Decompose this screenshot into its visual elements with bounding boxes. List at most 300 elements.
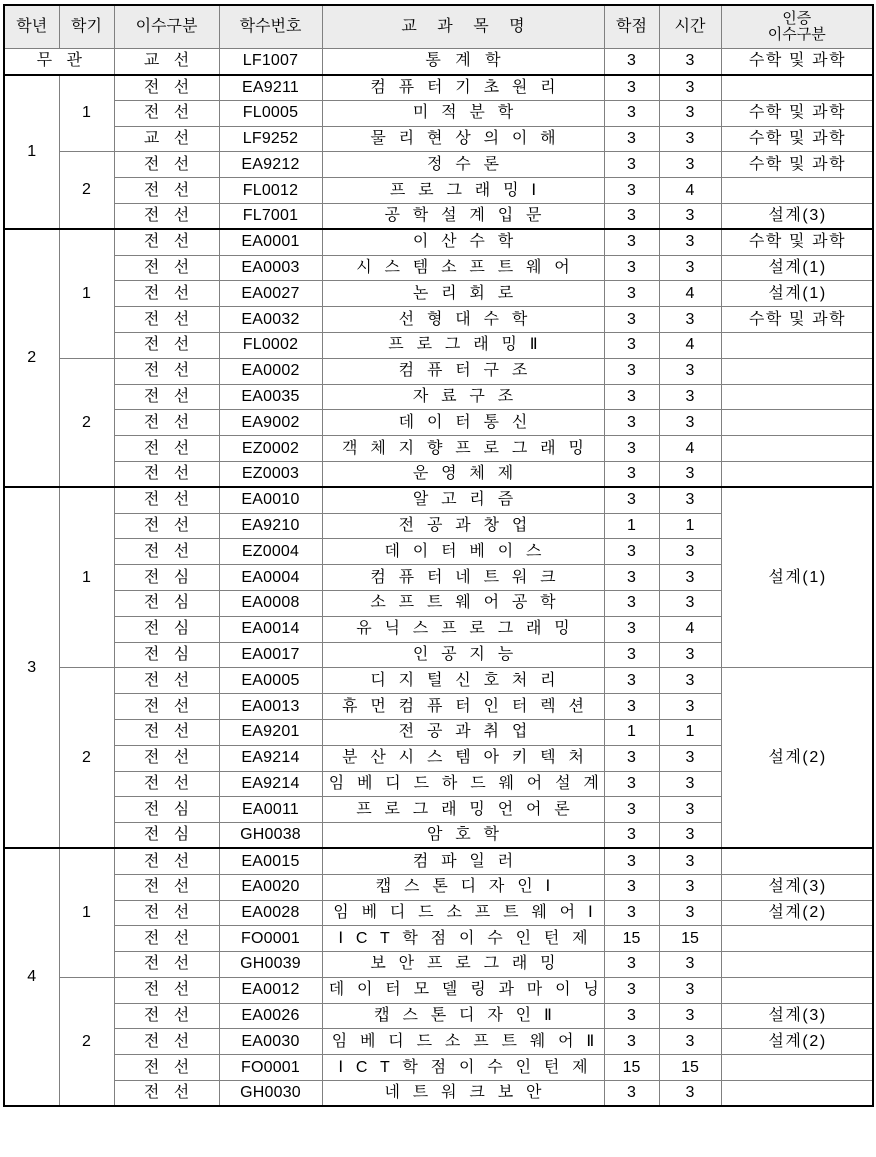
cell-course-type-text: 전 선	[143, 878, 195, 896]
table-row	[4, 100, 873, 126]
header-row	[4, 5, 873, 49]
cell-certification-free	[721, 49, 873, 75]
table-row	[4, 75, 873, 101]
cell-course-type	[114, 126, 219, 152]
cell-course-name-text: 캡 스 톤 디 자 인 Ⅰ	[375, 878, 555, 896]
cell-course-type-text: 전 심	[143, 800, 195, 818]
cell-credits: 3	[604, 410, 659, 436]
cell-credits: 3	[604, 75, 659, 101]
cell-course-type-text: 전 선	[143, 852, 195, 870]
cell-course-type	[114, 203, 219, 229]
cell-course-code: EA0032	[219, 307, 322, 333]
cell-course-name	[322, 823, 604, 849]
cell-course-code: EA0035	[219, 384, 322, 410]
cell-course-code: FL0005	[219, 100, 322, 126]
cert-header-line2: 이수구분	[767, 26, 826, 43]
cell-course-name-text: 유 닉 스 프 로 그 래 밍	[356, 620, 574, 638]
cell-hours: 3	[659, 668, 721, 694]
cell-course-name	[322, 874, 604, 900]
cell-certification	[721, 178, 873, 204]
cell-credits: 3	[604, 977, 659, 1003]
cell-course-name-text: 운 영 체 제	[412, 465, 518, 483]
cell-course-type-free	[114, 49, 219, 75]
table-row-free	[4, 49, 873, 75]
cell-course-name	[322, 848, 604, 874]
cell-course-type	[114, 926, 219, 952]
column-header-semester: 학기	[59, 5, 114, 49]
table-row	[4, 900, 873, 926]
cell-hours: 3	[659, 358, 721, 384]
cell-year: 2	[4, 229, 59, 487]
cell-course-name	[322, 152, 604, 178]
cell-course-type	[114, 332, 219, 358]
cell-semester: 2	[59, 358, 114, 487]
cell-certification	[721, 848, 873, 874]
cell-certification	[721, 358, 873, 384]
cell-course-name-text: 임 베 디 드 하 드 웨 어 설 계	[328, 774, 604, 792]
cell-course-name-text: 데 이 터 모 델 링 과 마 이 닝	[328, 981, 604, 999]
cell-credits: 3	[604, 1029, 659, 1055]
cell-course-type	[114, 1081, 219, 1107]
cell-course-type-text: 전 선	[143, 491, 195, 509]
cell-course-name-text: 이 산 수 학	[412, 233, 518, 251]
cell-course-name	[322, 178, 604, 204]
cell-certification	[721, 926, 873, 952]
cell-certification-text: 설계(2)	[768, 903, 827, 921]
cell-course-name-text: 전 공 과 취 업	[398, 723, 532, 741]
cell-course-type-text: 전 선	[143, 284, 195, 302]
cell-credits: 3	[604, 307, 659, 333]
cell-hours: 15	[659, 926, 721, 952]
cell-certification	[721, 1003, 873, 1029]
cell-credits: 3	[604, 848, 659, 874]
cell-hours: 3	[659, 590, 721, 616]
cell-hours: 15	[659, 1055, 721, 1081]
cell-certification	[721, 1081, 873, 1107]
cell-hours: 4	[659, 281, 721, 307]
cell-certification	[721, 152, 873, 178]
cell-credits: 3	[604, 152, 659, 178]
cell-course-type-text: 전 선	[143, 439, 195, 457]
cell-hours: 1	[659, 719, 721, 745]
cell-course-name-text: 프 로 그 래 밍 Ⅱ	[388, 336, 542, 354]
column-header-credits: 학점	[604, 5, 659, 49]
cell-course-type-text: 전 선	[143, 233, 195, 251]
table-row	[4, 436, 873, 462]
cell-course-type-text: 전 선	[143, 981, 195, 999]
cell-hours: 3	[659, 539, 721, 565]
table-row	[4, 358, 873, 384]
cell-course-type-text: 전 심	[143, 645, 195, 663]
cell-credits: 1	[604, 719, 659, 745]
table-row	[4, 952, 873, 978]
cell-course-code: EA0020	[219, 874, 322, 900]
cell-course-name	[322, 410, 604, 436]
cell-credits: 3	[604, 358, 659, 384]
cell-hours: 3	[659, 255, 721, 281]
table-row	[4, 152, 873, 178]
cell-course-type-text: 전 선	[143, 903, 195, 921]
cell-credits: 15	[604, 1055, 659, 1081]
cell-hours: 3	[659, 384, 721, 410]
cell-course-code: LF9252	[219, 126, 322, 152]
cell-certification-text: 설계(3)	[768, 1007, 827, 1025]
cell-hours: 4	[659, 178, 721, 204]
table-row	[4, 203, 873, 229]
cell-course-code: FL7001	[219, 203, 322, 229]
cell-course-type	[114, 1003, 219, 1029]
cell-certification	[721, 668, 873, 849]
cell-credits: 3	[604, 539, 659, 565]
cell-hours: 3	[659, 1081, 721, 1107]
cell-certification	[721, 384, 873, 410]
cell-course-name	[322, 1081, 604, 1107]
table-row	[4, 1081, 873, 1107]
cell-course-name	[322, 771, 604, 797]
cell-course-name	[322, 565, 604, 591]
cell-credits: 3	[604, 1081, 659, 1107]
cell-hours: 3	[659, 797, 721, 823]
cell-course-type-text: 전 선	[143, 929, 195, 947]
cell-course-code: EA0014	[219, 616, 322, 642]
table-row	[4, 384, 873, 410]
cell-certification-free-text: 수학 및 과학	[748, 52, 847, 70]
cell-certification	[721, 126, 873, 152]
cell-course-code: EA9212	[219, 152, 322, 178]
cell-course-name-text: 컴 퓨 터 구 조	[398, 362, 532, 380]
cell-hours: 3	[659, 100, 721, 126]
cell-certification	[721, 75, 873, 101]
cell-course-code: EA0026	[219, 1003, 322, 1029]
table-row	[4, 178, 873, 204]
cell-certification-text: 수학 및 과학	[748, 129, 847, 147]
column-header-course-type: 이수구분	[114, 5, 219, 49]
cell-certification	[721, 900, 873, 926]
cell-credits: 15	[604, 926, 659, 952]
cell-course-name	[322, 307, 604, 333]
cell-course-name	[322, 487, 604, 513]
cell-course-type	[114, 565, 219, 591]
cell-credits: 3	[604, 694, 659, 720]
cell-course-type	[114, 900, 219, 926]
cell-course-type-text: 전 선	[143, 387, 195, 405]
cell-hours: 3	[659, 745, 721, 771]
cell-hours: 1	[659, 513, 721, 539]
cell-course-name-text: 프 로 그 래 밍 Ⅰ	[389, 181, 541, 199]
cell-certification-text: 수학 및 과학	[748, 104, 847, 122]
cell-course-code: EA9201	[219, 719, 322, 745]
cell-semester: 2	[59, 668, 114, 849]
cell-hours: 3	[659, 823, 721, 849]
cell-credits: 3	[604, 874, 659, 900]
cell-course-name-text: Ⅰ C T 학 점 이 수 인 턴 제	[338, 1058, 592, 1076]
cell-course-type-text: 전 선	[143, 104, 195, 122]
cell-hours: 4	[659, 436, 721, 462]
table-header	[4, 5, 873, 49]
cell-course-type	[114, 823, 219, 849]
cell-course-code: EA0005	[219, 668, 322, 694]
cell-course-name-text: 보 안 프 로 그 래 밍	[370, 955, 560, 973]
cell-certification	[721, 203, 873, 229]
cell-course-name	[322, 1003, 604, 1029]
cell-course-code: EA0015	[219, 848, 322, 874]
cell-course-name	[322, 900, 604, 926]
cell-hours: 3	[659, 75, 721, 101]
cell-course-code: GH0030	[219, 1081, 322, 1107]
cell-course-type	[114, 668, 219, 694]
cell-credits: 3	[604, 565, 659, 591]
cell-credits: 3	[604, 900, 659, 926]
table-row	[4, 848, 873, 874]
cell-course-code: EA0030	[219, 1029, 322, 1055]
cell-hours: 3	[659, 694, 721, 720]
cell-course-type	[114, 358, 219, 384]
cell-course-type-text: 전 선	[143, 1058, 195, 1076]
cell-credits-free: 3	[604, 49, 659, 75]
cell-course-type-text: 전 선	[143, 671, 195, 689]
cell-credits: 3	[604, 126, 659, 152]
cell-course-type-text: 전 선	[143, 955, 195, 973]
cell-course-type-text: 전 선	[143, 207, 195, 225]
cell-course-name	[322, 1055, 604, 1081]
table-row	[4, 126, 873, 152]
cell-semester: 2	[59, 977, 114, 1106]
cell-course-type-text: 전 선	[143, 465, 195, 483]
cell-hours: 3	[659, 203, 721, 229]
table-row	[4, 332, 873, 358]
cell-course-name	[322, 513, 604, 539]
cell-course-name-text: 휴 먼 컴 퓨 터 인 터 렉 션	[342, 697, 589, 715]
cell-hours: 3	[659, 1029, 721, 1055]
cell-credits: 3	[604, 771, 659, 797]
table-row	[4, 461, 873, 487]
cell-course-name	[322, 1029, 604, 1055]
cell-course-name	[322, 229, 604, 255]
cell-certification-text: 설계(2)	[768, 748, 827, 766]
cell-course-type	[114, 952, 219, 978]
cell-course-type-text: 전 선	[143, 78, 195, 96]
cell-course-name-text: 디 지 털 신 호 처 리	[370, 671, 560, 689]
cell-course-code: GH0039	[219, 952, 322, 978]
cell-hours: 4	[659, 332, 721, 358]
cell-course-type-text: 전 선	[143, 1084, 195, 1102]
cell-course-name-text: 공 학 설 계 입 문	[384, 207, 546, 225]
cell-credits: 3	[604, 642, 659, 668]
cell-course-type-text: 전 선	[143, 336, 195, 354]
cell-certification	[721, 332, 873, 358]
cell-course-name	[322, 539, 604, 565]
cell-course-code: EA0003	[219, 255, 322, 281]
cell-course-name	[322, 642, 604, 668]
cell-course-type-text: 전 선	[143, 310, 195, 328]
cell-course-code: EZ0002	[219, 436, 322, 462]
cell-course-name	[322, 719, 604, 745]
cell-course-type	[114, 1029, 219, 1055]
cell-hours: 3	[659, 152, 721, 178]
cell-course-type-text: 전 선	[143, 542, 195, 560]
cell-hours: 3	[659, 461, 721, 487]
cell-course-name-text: 데 이 터 베 이 스	[384, 542, 546, 560]
cell-course-type-text: 전 선	[143, 516, 195, 534]
cell-course-name-text: 정 수 론	[426, 155, 504, 173]
cell-course-name-text: 임 베 디 드 소 프 트 웨 어 Ⅱ	[331, 1032, 599, 1050]
cell-course-name	[322, 126, 604, 152]
cell-course-name	[322, 797, 604, 823]
cell-course-name-text: 분 산 시 스 템 아 키 텍 처	[342, 749, 589, 767]
cell-course-type-text: 교 선	[143, 129, 195, 147]
cell-course-code: EA9214	[219, 745, 322, 771]
cell-hours: 3	[659, 126, 721, 152]
cell-course-name	[322, 100, 604, 126]
cell-hours: 4	[659, 616, 721, 642]
cell-course-type-text: 전 선	[143, 258, 195, 276]
cell-certification-text: 설계(3)	[768, 207, 827, 225]
cell-course-code: EA0012	[219, 977, 322, 1003]
cell-hours: 3	[659, 307, 721, 333]
cell-course-name-text: 컴 퓨 터 네 트 워 크	[370, 568, 560, 586]
cell-credits: 3	[604, 616, 659, 642]
cell-course-code: EZ0003	[219, 461, 322, 487]
cell-course-type-text: 전 선	[143, 362, 195, 380]
cell-certification	[721, 874, 873, 900]
cell-course-name-text: 물 리 현 상 의 이 해	[370, 129, 560, 147]
cell-semester: 1	[59, 487, 114, 668]
cell-certification	[721, 1029, 873, 1055]
cell-course-type	[114, 461, 219, 487]
cell-course-name	[322, 926, 604, 952]
cell-certification-text: 설계(1)	[768, 258, 827, 276]
cell-course-name-free-text: 통 계 학	[425, 52, 506, 70]
cell-hours: 3	[659, 848, 721, 874]
cell-course-type	[114, 513, 219, 539]
cell-course-type-text: 전 선	[143, 1007, 195, 1025]
cell-course-name-text: 컴 퓨 터 기 초 원 리	[370, 78, 560, 96]
cell-course-type	[114, 1055, 219, 1081]
cell-certification	[721, 461, 873, 487]
cell-course-name-text: 네 트 워 크 보 안	[384, 1084, 546, 1102]
cell-course-name	[322, 668, 604, 694]
cell-course-name-text: Ⅰ C T 학 점 이 수 인 턴 제	[338, 929, 592, 947]
cell-course-type-text: 전 심	[143, 568, 195, 586]
cert-header-line1: 인증	[782, 9, 812, 27]
cell-course-name-text: 전 공 과 창 업	[398, 516, 532, 534]
cell-semester: 1	[59, 229, 114, 358]
cell-credits: 3	[604, 952, 659, 978]
cell-certification	[721, 436, 873, 462]
cell-certification	[721, 487, 873, 668]
table-row	[4, 255, 873, 281]
cell-course-type	[114, 100, 219, 126]
cell-credits: 3	[604, 203, 659, 229]
cell-course-code: EA9214	[219, 771, 322, 797]
cell-credits: 3	[604, 823, 659, 849]
cell-certification	[721, 255, 873, 281]
curriculum-table	[3, 4, 874, 1107]
cell-course-name-text: 소 프 트 웨 어 공 학	[370, 594, 560, 612]
table-row	[4, 1003, 873, 1029]
cell-course-code: EA0013	[219, 694, 322, 720]
cell-certification	[721, 952, 873, 978]
cell-credits: 3	[604, 461, 659, 487]
table-row	[4, 410, 873, 436]
cell-hours: 3	[659, 874, 721, 900]
cell-course-name-text: 미 적 분 학	[412, 104, 518, 122]
cell-course-type	[114, 719, 219, 745]
cell-course-code: EA0017	[219, 642, 322, 668]
cell-year: 1	[4, 75, 59, 230]
cell-course-type-text: 전 선	[143, 774, 195, 792]
cell-course-type-text: 전 선	[143, 723, 195, 741]
cell-course-type	[114, 229, 219, 255]
cell-hours: 3	[659, 487, 721, 513]
cell-course-code: EA0002	[219, 358, 322, 384]
cell-certification	[721, 977, 873, 1003]
cell-course-type	[114, 178, 219, 204]
cell-course-type	[114, 848, 219, 874]
cell-course-type-text: 전 선	[143, 749, 195, 767]
cell-hours: 3	[659, 410, 721, 436]
cell-credits: 3	[604, 1003, 659, 1029]
cell-course-name	[322, 461, 604, 487]
cell-course-type	[114, 874, 219, 900]
cell-course-name	[322, 281, 604, 307]
cell-year: 3	[4, 487, 59, 848]
cell-course-type	[114, 75, 219, 101]
column-header-course-code: 학수번호	[219, 5, 322, 49]
cell-course-name-text: 시 스 템 소 프 트 웨 어	[356, 258, 574, 276]
cell-course-name	[322, 590, 604, 616]
cell-course-name	[322, 694, 604, 720]
cell-credits: 1	[604, 513, 659, 539]
cell-certification-text: 설계(2)	[768, 1032, 827, 1050]
cell-certification-text: 설계(1)	[768, 568, 827, 586]
cell-course-name-text: 임 베 디 드 소 프 트 웨 어 Ⅰ	[333, 903, 597, 921]
cell-course-type	[114, 694, 219, 720]
cell-course-name	[322, 203, 604, 229]
cell-certification	[721, 229, 873, 255]
cell-course-name	[322, 358, 604, 384]
cell-course-type	[114, 152, 219, 178]
cell-course-name-text: 자 료 구 조	[412, 387, 518, 405]
cell-course-code: EA0004	[219, 565, 322, 591]
cell-semester: 2	[59, 152, 114, 229]
cell-year-semester-free-text: 무 관	[36, 52, 87, 70]
cell-certification	[721, 410, 873, 436]
table-row	[4, 307, 873, 333]
cell-course-type-text: 전 심	[143, 826, 195, 844]
cell-year-semester-free	[4, 49, 114, 75]
cell-course-type	[114, 642, 219, 668]
cell-course-type-text: 전 심	[143, 620, 195, 638]
cell-course-type	[114, 590, 219, 616]
cell-course-type-text: 전 선	[143, 1032, 195, 1050]
cell-credits: 3	[604, 229, 659, 255]
table-row	[4, 281, 873, 307]
cell-credits: 3	[604, 797, 659, 823]
table-row	[4, 874, 873, 900]
cell-credits: 3	[604, 487, 659, 513]
cell-certification-text: 수학 및 과학	[748, 233, 847, 251]
cell-course-code: EA0027	[219, 281, 322, 307]
cell-credits: 3	[604, 590, 659, 616]
table-body	[4, 49, 873, 1107]
cell-course-type	[114, 255, 219, 281]
table-row	[4, 668, 873, 694]
cell-hours: 3	[659, 229, 721, 255]
cell-course-name-text: 알 고 리 즘	[412, 491, 518, 509]
cell-credits: 3	[604, 178, 659, 204]
cell-semester: 1	[59, 75, 114, 152]
